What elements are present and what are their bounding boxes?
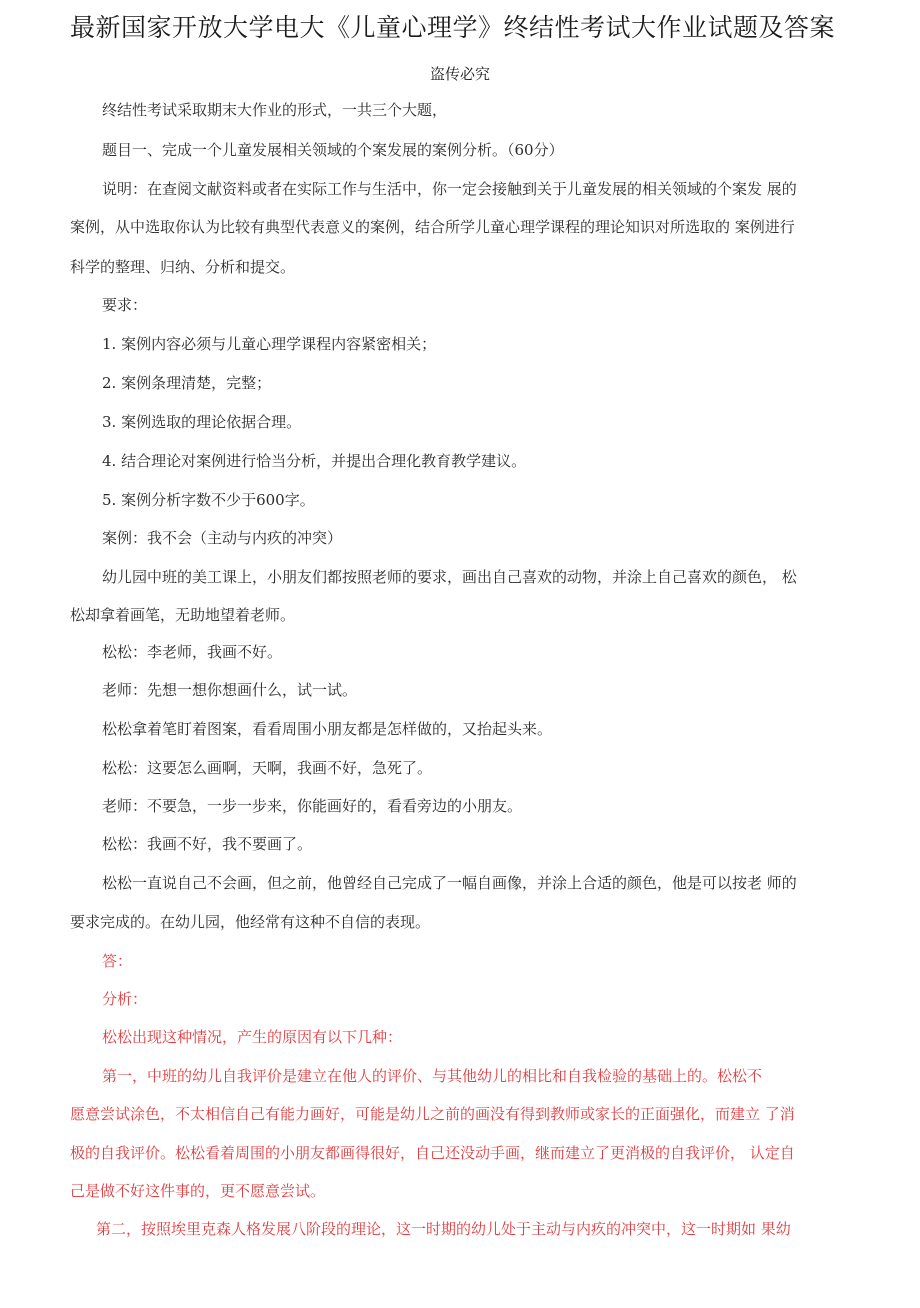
- case-paragraph-line: 松却拿着画笔，无助地望着老师。: [70, 606, 296, 624]
- dialogue-line: 老师：先想一想你想画什么，试一试。: [102, 681, 358, 699]
- dialogue-line: 老师：不要急，一步一步来，你能画好的，看看旁边的小朋友。: [102, 797, 523, 815]
- explanation-line: 说明：在查阅文献资料或者在实际工作与生活中，你一定会接触到关于儿童发展的相关领域的个案发 展的: [102, 180, 797, 198]
- requirement-item: 2. 案例条理清楚，完整；: [102, 374, 272, 392]
- intro-paragraph: 终结性考试采取期末大作业的形式，一共三个大题，: [102, 101, 448, 119]
- case-paragraph-line: 要求完成的。在幼儿园，他经常有这种不自信的表现。: [70, 913, 431, 931]
- requirement-item: 5. 案例分析字数不少于600字。: [102, 491, 315, 509]
- answer-first-line: 第一，中班的幼儿自我评价是建立在他人的评价、与其他幼儿的相比和自我检验的基础上的。松松不: [102, 1067, 763, 1085]
- dialogue-line: 松松：这要怎么画啊，天啊，我画不好，急死了。: [102, 759, 433, 777]
- requirements-label: 要求：: [102, 296, 148, 314]
- dialogue-line: 松松拿着笔盯着图案，看看周围小朋友都是怎样做的，又抬起头来。: [102, 720, 553, 738]
- case-paragraph-line: 幼儿园中班的美工课上，小朋友们都按照老师的要求，画出自己喜欢的动物，并涂上自己喜欢的颜色， 松: [102, 568, 797, 586]
- case-title: 案例：我不会（主动与内疚的冲突）: [102, 529, 343, 547]
- explanation-line: 科学的整理、归纳、分析和提交。: [70, 258, 296, 276]
- document-title: 最新国家开放大学电大《儿童心理学》终结性考试大作业试题及答案: [70, 13, 836, 42]
- requirement-item: 4. 结合理论对案例进行恰当分析，并提出合理化教育教学建议。: [102, 452, 527, 470]
- dialogue-line: 松松：我画不好，我不要画了。: [102, 835, 313, 853]
- answer-first-line: 己是做不好这件事的，更不愿意尝试。: [70, 1182, 326, 1200]
- answer-label: 答：: [102, 952, 133, 970]
- reasons-intro: 松松出现这种情况，产生的原因有以下几种：: [102, 1028, 403, 1046]
- case-paragraph-line: 松松一直说自己不会画，但之前，他曾经自己完成了一幅自画像，并涂上合适的颜色，他是可以按老 师的: [102, 874, 797, 892]
- document-subtitle: 盗传必究: [429, 65, 490, 83]
- requirement-item: 3. 案例选取的理论依据合理。: [102, 413, 302, 431]
- answer-first-line: 极的自我评价。松松看着周围的小朋友都画得很好，自己还没动手画，继而建立了更消极的自我评价， 认定自: [70, 1144, 795, 1162]
- analysis-label: 分析：: [102, 990, 148, 1008]
- dialogue-line: 松松：李老师，我画不好。: [102, 643, 283, 661]
- answer-second-line: 第二，按照埃里克森人格发展八阶段的理论，这一时期的幼儿处于主动与内疚的冲突中，这一时期如 果幼: [96, 1220, 791, 1238]
- question-one: 题目一、完成一个儿童发展相关领域的个案发展的案例分析。（60分）: [102, 141, 564, 159]
- requirement-item: 1. 案例内容必须与儿童心理学课程内容紧密相关；: [102, 335, 437, 353]
- explanation-line: 案例，从中选取你认为比较有典型代表意义的案例，结合所学儿童心理学课程的理论知识对所选取的 案例进行: [70, 218, 795, 236]
- answer-first-line: 愿意尝试涂色，不太相信自己有能力画好，可能是幼儿之前的画没有得到教师或家长的正面强化，而建立 了消: [70, 1105, 795, 1123]
